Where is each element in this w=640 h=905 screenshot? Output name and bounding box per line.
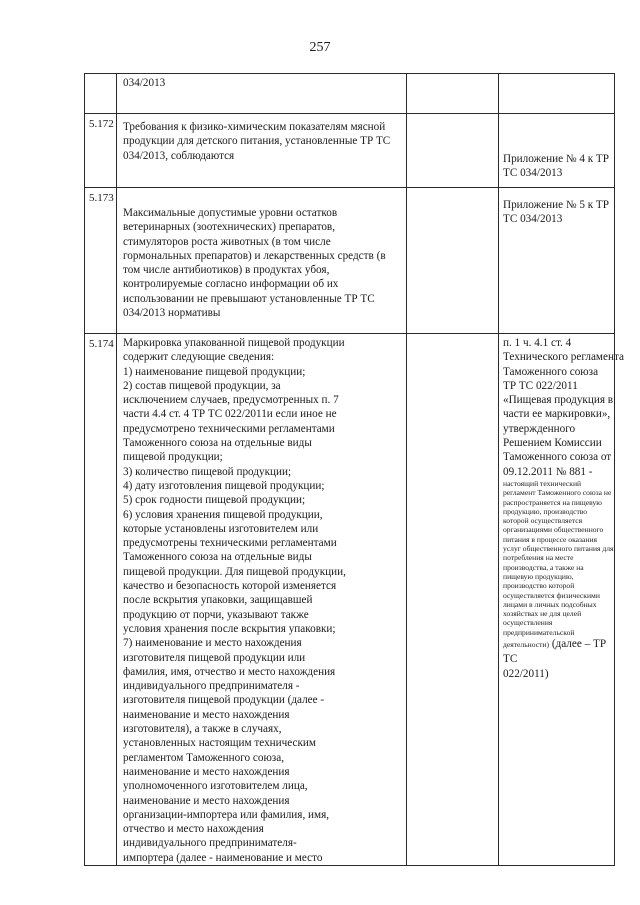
reference-footnote-line: осуществления — [503, 618, 553, 628]
requirement-line: качество и безопасность которой изменяется — [123, 580, 337, 593]
requirement-line: исключением случаев, предусмотренных п. 7 — [123, 394, 339, 407]
reference-text — [499, 74, 615, 114]
requirement-line: установленных настоящим техническим — [123, 737, 316, 750]
reference-footnote-line: осуществляется физическими — [503, 590, 600, 600]
reference-line: Технического регламента — [503, 351, 624, 364]
requirement-line: изготовителя пищевой продукции или — [123, 651, 306, 664]
reference-footnote-line: организациями общественного — [503, 525, 604, 535]
requirement-line: уполномоченного изготовителем лица, — [123, 780, 308, 793]
reference-line: Таможенного союза от — [503, 451, 612, 464]
requirement-line: наименование и место нахождения — [123, 765, 290, 778]
requirement-line: предусмотрены техническими регламентами — [123, 537, 337, 550]
requirement-line: изготовителя), а также в случаях, — [123, 723, 282, 736]
reference-line: ТР ТС 022/2011 — [503, 379, 578, 392]
empty-cell — [407, 188, 499, 334]
requirement-line: предусмотрено техническими регламентами — [123, 422, 335, 435]
requirement-line: наименование и место нахождения — [123, 708, 290, 721]
row-number: 5.172 — [85, 114, 117, 188]
table-row — [85, 334, 615, 866]
reference-footnote-line: производства, а также на — [503, 562, 584, 572]
reference-tail-normal: (далее – ТР ТС — [503, 638, 607, 666]
reference-footnote-line: производство которой — [503, 581, 575, 591]
requirement-line: Таможенного союза на отдельные виды — [123, 551, 312, 564]
requirement-line: 4) дату изготовления пищевой продукции; — [123, 479, 325, 492]
requirement-text — [117, 334, 407, 866]
reference-line: утвержденного — [503, 422, 576, 435]
requirement-line: 3) количество пищевой продукции; — [123, 465, 292, 478]
page-number: 257 — [309, 40, 331, 55]
requirement-line: организации-импортера или фамилия, имя, — [123, 808, 330, 821]
requirements-table — [84, 73, 624, 866]
requirement-text: Требования к физико-химическим показателям мясной продукции для детского питания, установленные ТР ТС 034/2013, соблюдаются — [117, 114, 407, 188]
reference-tail-last: 022/2011) — [503, 667, 549, 680]
row-number — [85, 74, 117, 114]
requirement-line: Маркировка упакованной пищевой продукции — [123, 337, 345, 349]
reference-tail — [503, 637, 611, 667]
requirement-line: импортера (далее - наименование и место — [123, 851, 323, 864]
reference-footnote-line: лицами в личных подсобных — [503, 599, 597, 609]
reference-line: части ее маркировки», — [503, 408, 611, 421]
row-number: 5.174 — [85, 334, 117, 866]
reference-footnote-line: продукцию, производство — [503, 506, 588, 516]
requirement-text: Максимальные допустимые уровни остатков ветеринарных (зоотехнических) препаратов, стимуляторов роста животных (в том числе гормональных препаратов) и лекарственных средств (в том числе антибиотиков) в продуктах убоя, контролируемые согласно информации об их использовании не превышают установленные ТР ТС 034/2013 нормативы — [117, 188, 407, 334]
requirement-line: пищевой продукции. Для пищевой продукции, — [123, 565, 346, 578]
reference-footnote-line: потребления на месте — [503, 553, 574, 563]
requirement-line: наименование и место нахождения — [123, 794, 290, 807]
reference-footnote-line: регламент Таможенного союза не — [503, 488, 612, 498]
table-row — [85, 188, 615, 334]
requirement-line: 2) состав пищевой продукции, за — [123, 379, 281, 392]
requirement-line: условия хранения после вскрытия упаковки; — [123, 622, 336, 635]
reference-line: «Пищевая продукция в — [503, 394, 614, 407]
reference-footnote-line: хозяйствах не для целей — [503, 609, 582, 619]
requirement-line: 1) наименование пищевой продукции; — [123, 365, 306, 378]
requirement-line: индивидуального предпринимателя- — [123, 837, 297, 850]
reference-line: 09.12.2011 № 881 - — [503, 465, 593, 478]
requirement-line: содержит следующие сведения: — [123, 351, 275, 364]
reference-text: Приложение № 5 к ТР ТС 034/2013 — [499, 188, 615, 334]
requirement-line: пищевой продукции; — [123, 451, 223, 464]
row-number: 5.173 — [85, 188, 117, 334]
reference-line: п. 1 ч. 4.1 ст. 4 — [503, 337, 572, 349]
requirement-line: индивидуального предпринимателя - — [123, 680, 300, 693]
reference-footnote-line: питания в процессе оказания — [503, 534, 598, 544]
empty-cell — [407, 114, 499, 188]
table-row — [85, 74, 615, 114]
reference-footnote-line: предпринимательской — [503, 627, 575, 637]
reference-footnote-line: услуг общественного питания для — [503, 544, 614, 554]
requirement-line: 6) условия хранения пищевой продукции, — [123, 508, 323, 521]
reference-tail-small: деятельности) — [503, 640, 550, 650]
reference-text — [499, 334, 624, 866]
requirement-line: которые установлены изготовителем или — [123, 522, 319, 535]
empty-cell — [407, 74, 499, 114]
requirement-line: регламентом Таможенного союза, — [123, 751, 284, 764]
requirement-line: части 4.4 ст. 4 ТР ТС 022/2011и если иное не — [123, 408, 337, 421]
reference-footnote-line: которой осуществляется — [503, 516, 583, 526]
requirement-line: Таможенного союза на отдельные виды — [123, 437, 312, 450]
requirement-line: отчество и место нахождения — [123, 823, 264, 836]
requirement-line: 7) наименование и место нахождения — [123, 637, 302, 650]
requirement-line: после вскрытия упаковки, защищавшей — [123, 594, 313, 607]
reference-footnote-line: распространяется на пищевую — [503, 497, 602, 507]
empty-cell — [407, 334, 499, 866]
reference-line: Решением Комиссии — [503, 437, 602, 450]
requirement-line: изготовителя пищевой продукции (далее - — [123, 694, 325, 707]
reference-text: Приложение № 4 к ТР ТС 034/2013 — [499, 114, 615, 188]
reference-line: Таможенного союза — [503, 365, 599, 378]
requirement-line: 5) срок годности пищевой продукции; — [123, 494, 306, 507]
reference-footnote-line: настоящий технический — [503, 478, 582, 488]
table-row — [85, 114, 615, 188]
requirement-line: продукцию от порчи, указывают также — [123, 608, 309, 621]
requirement-line: фамилия, имя, отчество и место нахождения — [123, 665, 336, 678]
reference-footnote-line: пищевую продукцию, — [503, 571, 574, 581]
requirement-text: 034/2013 — [117, 74, 407, 114]
